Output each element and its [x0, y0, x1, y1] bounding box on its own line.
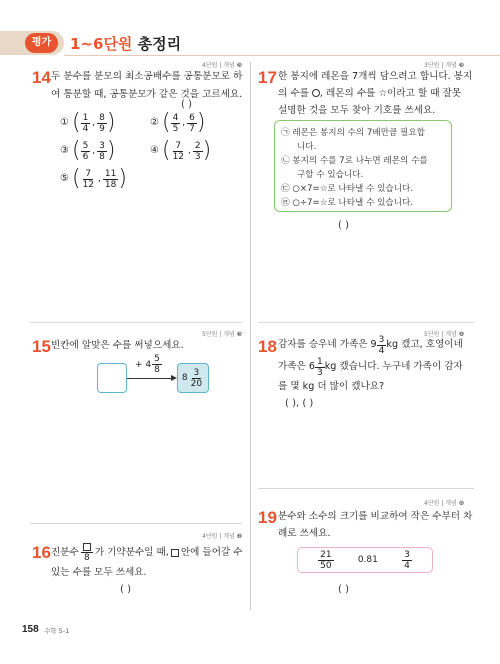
q17-text-line2: 의 수를 , 레몬의 수를 ☆이라고 할 때 잘못 — [278, 88, 462, 99]
fraction: $\frac{7}{12}$ — [82, 168, 95, 190]
q17-statement-box — [274, 120, 452, 212]
option-marker: ③ — [60, 145, 69, 156]
q16-meta: 4단원 | 개념 ❷ — [202, 533, 243, 540]
q18-number: 18 — [258, 337, 277, 356]
q14-text-line2: 여 통분할 때, 공통분모가 같은 것을 고르세요. — [51, 89, 243, 100]
q17-item-cont: 니다. — [297, 142, 317, 152]
divider-left-2 — [30, 523, 242, 524]
option-marker: ① — [60, 117, 69, 128]
fraction: $\frac{7}{12}$ — [172, 140, 185, 162]
q19-text-line2: 례로 쓰세요. — [278, 528, 331, 539]
q14-option-1[interactable]: ① ( $\frac{1}{4}$ , $\frac{8}{9}$ ) — [60, 110, 116, 135]
fraction: $\frac{3}{4}$ — [378, 334, 385, 356]
q18-text-line1: 감자를 승우네 가족은 9 $\frac{3}{4}$ kg 캤고, 호영이네 — [278, 334, 463, 356]
q17-item: ㉡ 봉지의 수를 7로 나누면 레몬의 수를 — [281, 156, 428, 166]
option-marker: ⑤ — [60, 173, 69, 184]
fraction: $\frac{1}{4}$ — [82, 112, 89, 134]
q15-answer-box[interactable] — [97, 363, 127, 393]
fraction: $\frac{2}{3}$ — [194, 140, 201, 162]
circle-symbol-icon — [312, 89, 320, 97]
q15-result-box: 8 $\frac{3}{20}$ — [177, 363, 209, 393]
page-title — [70, 33, 181, 54]
fraction: 8 — [81, 542, 93, 563]
q19-value-fraction-2: $\frac{3}{4}$ — [404, 549, 410, 571]
q19-answer-paren[interactable]: ( ) — [338, 584, 349, 595]
fraction: $\frac{4}{5}$ — [172, 112, 179, 134]
q16-text-line1: 진분수 8 가 기약분수일 때, 안에 들어갈 수 — [51, 542, 243, 563]
q17-text-line1: 한 봉지에 레몬을 7개씩 담으려고 합니다. 봉지 — [278, 71, 473, 82]
q16-answer-paren[interactable]: ( ) — [120, 584, 131, 595]
q19-value-box — [297, 547, 433, 573]
divider-left-1 — [30, 322, 242, 323]
blank-box-icon — [83, 543, 91, 551]
q19-value-fraction-1: $\frac{21}{50}$ — [320, 549, 332, 571]
header-rule — [64, 55, 500, 56]
fraction: $\frac{5}{8}$ — [154, 354, 160, 375]
q16-text-line2: 있는 수를 모두 쓰세요. — [51, 567, 147, 578]
q16-number: 16 — [32, 543, 51, 562]
q18-answer-paren[interactable]: ( ), ( ) — [285, 398, 314, 409]
q18-text-line2: 가족은 6 $\frac{1}{3}$ kg 캤습니다. 누구네 가족이 감자 — [278, 356, 463, 378]
q15-operation: + 4 $\frac{5}{8}$ — [135, 354, 160, 375]
column-divider — [250, 62, 251, 610]
divider-right-1 — [258, 322, 474, 323]
q19-number: 19 — [258, 508, 277, 527]
fraction: $\frac{3}{20}$ — [190, 367, 203, 389]
q14-answer-paren[interactable]: ( ) — [181, 99, 192, 110]
divider-right-2 — [258, 488, 474, 489]
q15-text: 빈칸에 알맞은 수를 써넣으세요. — [51, 340, 184, 351]
q19-value-decimal: 0.81 — [357, 555, 378, 565]
footer-subject: 수학 5-1 — [44, 627, 70, 635]
q17-number: 17 — [258, 68, 277, 87]
q18-meta: 5단원 | 개념 ❹ — [424, 331, 465, 338]
q17-item: ㉠ 레몬은 봉지의 수의 7배만큼 필요합 — [281, 128, 425, 138]
q17-item: ㉢ ○×7=☆로 나타낼 수 있습니다. — [281, 184, 414, 194]
q19-text-line1: 분수와 소수의 크기를 비교하여 작은 수부터 차 — [278, 511, 473, 522]
fraction: $\frac{3}{8}$ — [99, 140, 105, 162]
fraction: $\frac{11}{18}$ — [104, 168, 117, 190]
q14-option-4[interactable]: ④ ( $\frac{7}{12}$ , $\frac{2}{3}$ ) — [150, 138, 212, 163]
q18-text-line3: 를 몇 kg 더 많이 캤나요? — [278, 381, 385, 392]
option-marker: ② — [150, 117, 159, 128]
q14-option-2[interactable]: ② ( $\frac{4}{5}$ , $\frac{6}{7}$ ) — [150, 110, 206, 135]
q19-meta: 4단원 | 개념 ❻ — [424, 500, 465, 507]
q17-text-line3: 설명한 것을 모두 찾아 기호를 쓰세요. — [278, 105, 436, 116]
q14-option-5[interactable]: ⑤ ( $\frac{7}{12}$ , $\frac{11}{18}$ ) — [60, 166, 127, 191]
q15-arrow-line — [127, 378, 175, 379]
page-title-text: 총정리 — [132, 35, 182, 53]
q17-answer-paren[interactable]: ( ) — [338, 220, 349, 231]
fraction: $\frac{6}{7}$ — [189, 112, 195, 134]
q17-item-cont: 구할 수 있습니다. — [297, 170, 364, 180]
blank-box-icon — [171, 549, 179, 557]
fraction: $\frac{8}{9}$ — [99, 112, 105, 134]
q14-number: 14 — [32, 68, 51, 87]
q15-number: 15 — [32, 337, 51, 356]
page-title-unit: 1~6단원 — [70, 35, 133, 53]
fraction: $\frac{1}{3}$ — [316, 356, 323, 378]
q14-option-3[interactable]: ③ ( $\frac{5}{6}$ , $\frac{3}{8}$ ) — [60, 138, 116, 163]
q15-meta: 5단원 | 개념 ❸ — [202, 331, 243, 338]
q17-item: ㉣ ○÷7=☆로 나타낼 수 있습니다. — [281, 198, 414, 208]
option-marker: ④ — [150, 145, 159, 156]
fraction: $\frac{5}{6}$ — [82, 140, 89, 162]
q17-meta: 3단원 | 개념 ❸ — [424, 62, 465, 69]
page-number: 158 — [22, 624, 39, 635]
q14-text-line1: 두 분수를 분모의 최소공배수를 공통분모로 하 — [51, 71, 243, 82]
q14-meta: 4단원 | 개념 ❸ — [202, 62, 243, 69]
header-tag: 평가 — [25, 33, 58, 53]
